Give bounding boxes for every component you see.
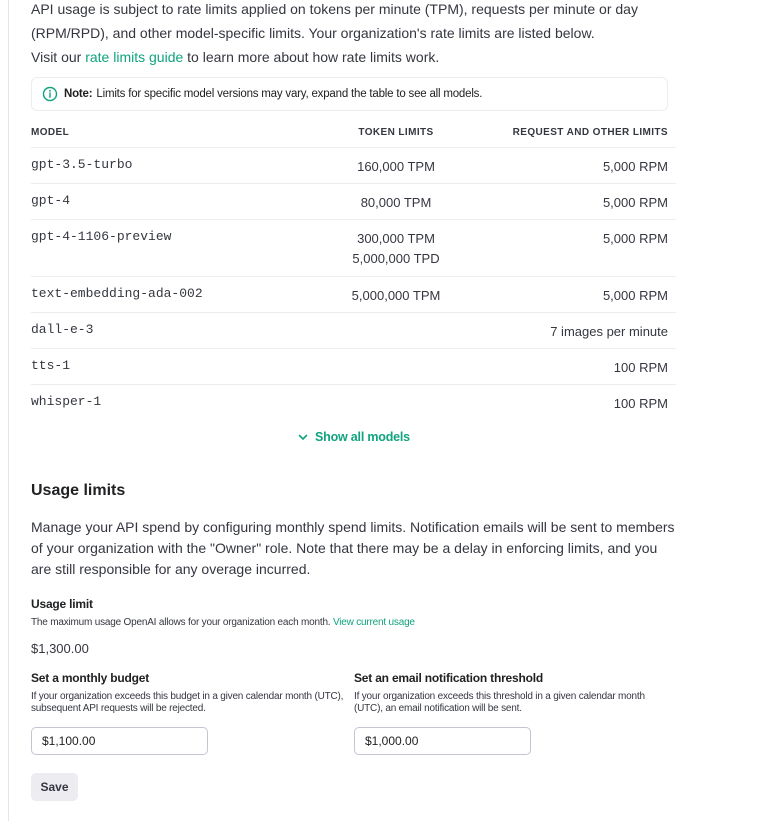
show-all-models-button[interactable] xyxy=(297,430,410,444)
token-limit-line: 80,000 TPM xyxy=(360,195,432,210)
token-limit-line: 300,000 TPM xyxy=(357,231,435,246)
model-name: gpt-4 xyxy=(31,193,71,208)
model-name: tts-1 xyxy=(31,358,71,373)
table-row xyxy=(31,349,676,385)
visit-prefix: Visit our xyxy=(31,49,86,65)
request-limit: 5,000 RPM xyxy=(602,231,668,246)
header-model: MODEL xyxy=(31,127,70,138)
token-limit-line: 160,000 TPM xyxy=(357,159,435,174)
table-row xyxy=(31,313,676,349)
table-row xyxy=(31,277,676,313)
usage-limit-title: Usage limit xyxy=(31,597,93,611)
note-text: Limits for specific model versions may vary, expand the table to see all models. xyxy=(96,88,483,100)
notification-threshold-input[interactable] xyxy=(354,727,531,755)
usage-limit-description xyxy=(31,617,415,628)
token-limit xyxy=(331,313,461,322)
rate-limits-guide-link[interactable]: rate limits guide xyxy=(85,49,184,65)
model-name: dall-e-3 xyxy=(31,322,94,337)
model-name: whisper-1 xyxy=(31,394,102,409)
rate-limits-guide-sentence xyxy=(31,46,439,68)
model-versions-note xyxy=(31,77,668,111)
usage-limits-heading: Usage limits xyxy=(31,482,126,499)
visit-suffix: to learn more about how rate limits work. xyxy=(183,49,440,65)
note-label: Note: xyxy=(64,88,93,100)
table-header xyxy=(31,118,676,148)
request-limit: 5,000 RPM xyxy=(602,195,668,210)
token-limit-line: 5,000,000 TPD xyxy=(352,251,440,266)
table-row xyxy=(31,220,676,277)
request-limit: 5,000 RPM xyxy=(602,288,668,303)
request-limit: 100 RPM xyxy=(613,360,668,375)
token-limit xyxy=(331,385,461,394)
token-limit xyxy=(331,220,461,269)
header-token-limits: TOKEN LIMITS xyxy=(358,127,434,138)
rate-limits-table xyxy=(31,118,676,421)
rate-limits-intro: API usage is subject to rate limits applied on tokens per minute (TPM), requests per minute or day (RPM/RPD), and other model-specific limits. Your organization's rate limits are listed below. xyxy=(31,1,638,41)
usage-limit-value: $1,300.00 xyxy=(31,641,89,656)
view-current-usage-link[interactable]: View current usage xyxy=(332,617,415,628)
model-name: gpt-3.5-turbo xyxy=(31,157,133,172)
request-limit: 7 images per minute xyxy=(550,324,668,339)
model-name: text-embedding-ada-002 xyxy=(31,286,203,301)
show-all-models-label: Show all models xyxy=(315,430,410,444)
table-row xyxy=(31,385,676,421)
notification-threshold-title: Set an email notification threshold xyxy=(354,671,544,685)
token-limit-line: 5,000,000 TPM xyxy=(351,288,441,303)
model-name: gpt-4-1106-preview xyxy=(31,229,172,244)
monthly-budget-description: If your organization exceeds this budget in a given calendar month (UTC), subsequent API requests will be rejected. xyxy=(31,691,344,714)
token-limit xyxy=(331,349,461,358)
usage-limit-desc-text: The maximum usage OpenAI allows for your organization each month. xyxy=(31,617,333,628)
request-limit: 5,000 RPM xyxy=(602,159,668,174)
monthly-budget-input[interactable] xyxy=(31,727,208,755)
table-row xyxy=(31,148,676,184)
token-limit xyxy=(331,184,461,213)
monthly-budget-title: Set a monthly budget xyxy=(31,671,150,685)
chevron-down-icon xyxy=(297,431,309,443)
page-left-border xyxy=(8,0,9,821)
table-row xyxy=(31,184,676,220)
token-limit xyxy=(331,277,461,306)
notification-threshold-description: If your organization exceeds this threshold in a given calendar month (UTC), an email notification will be sent. xyxy=(354,691,645,714)
header-request-limits: REQUEST AND OTHER LIMITS xyxy=(512,127,668,138)
request-limit: 100 RPM xyxy=(613,396,668,411)
save-button[interactable]: Save xyxy=(31,773,78,801)
token-limit xyxy=(331,148,461,177)
info-circle-icon xyxy=(42,86,58,102)
usage-limits-description: Manage your API spend by configuring monthly spend limits. Notification emails will be sent to members of your organization with the "Owner" role. Note that there may be a delay in enforcing limits, and you are still responsible for any overage incurred. xyxy=(31,519,675,577)
